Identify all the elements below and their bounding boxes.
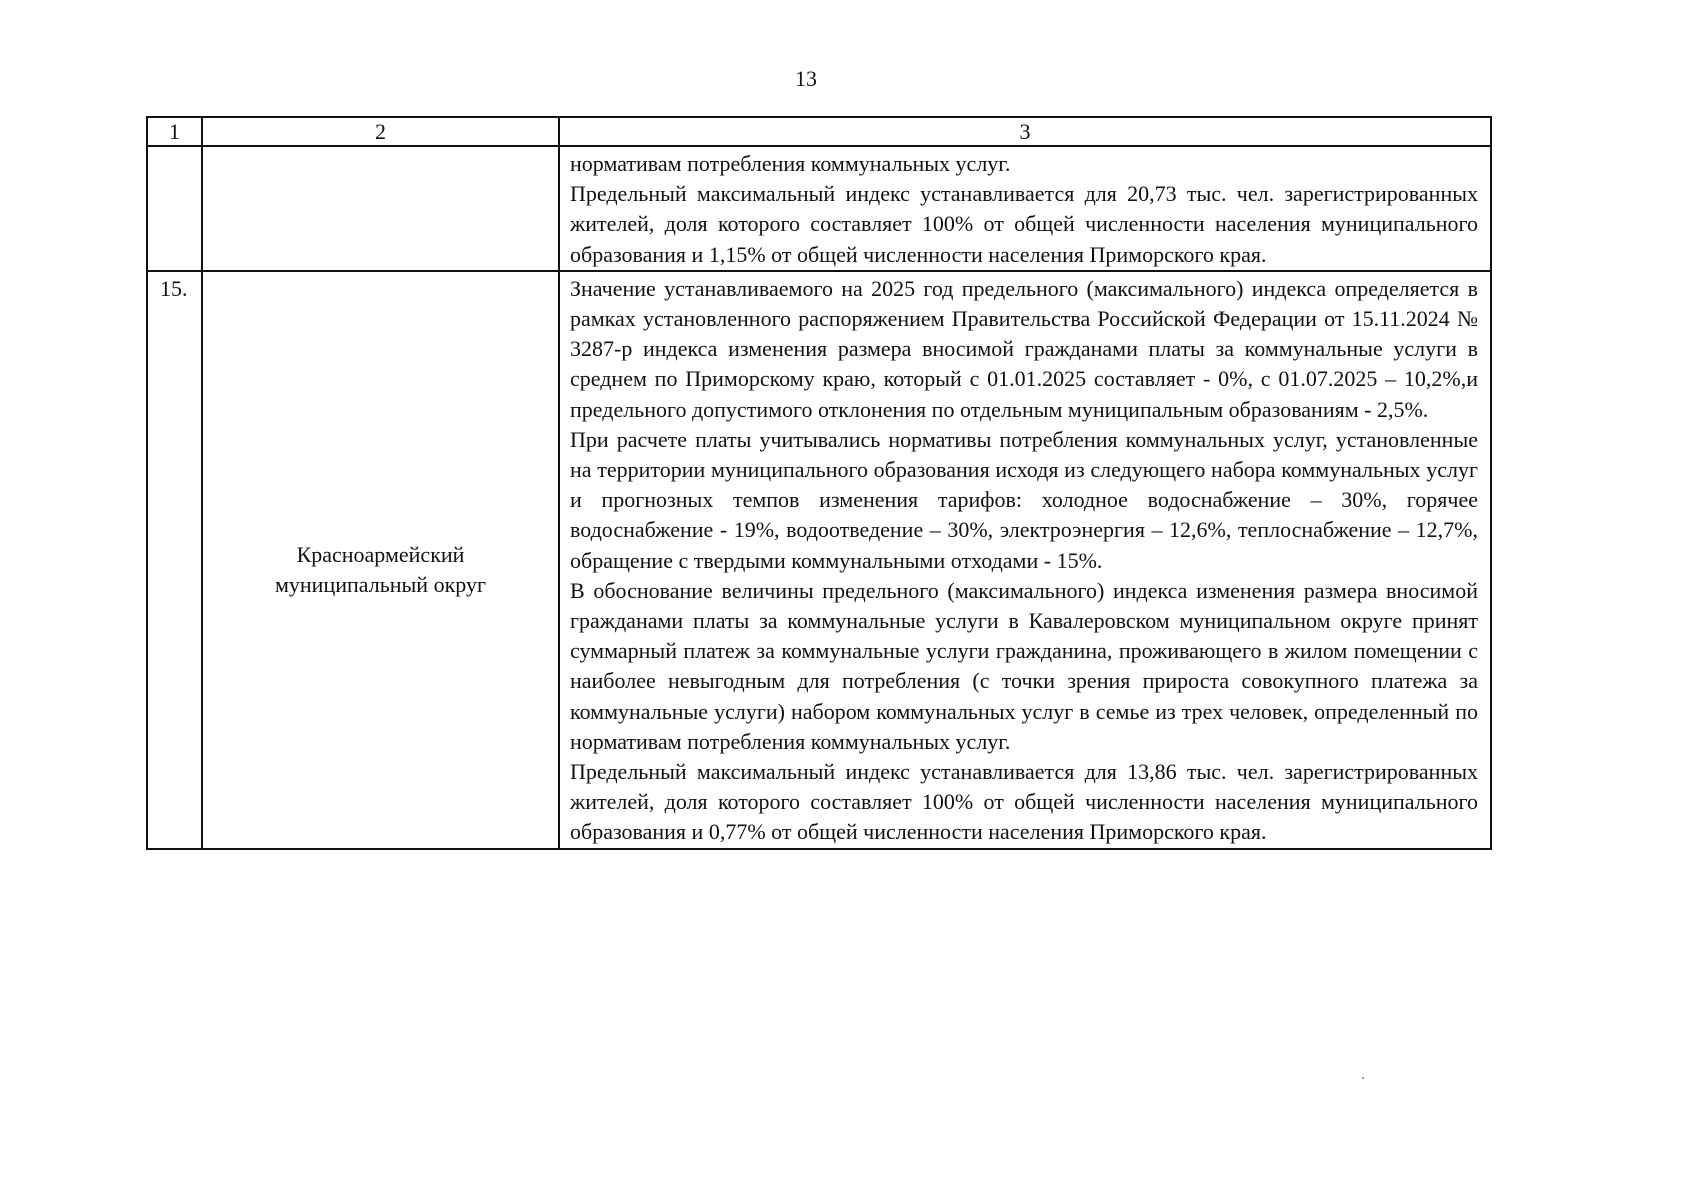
- page-number: 13: [795, 66, 817, 91]
- row-number-cell: [147, 146, 202, 271]
- municipality-name-line: муниципальный округ: [274, 571, 486, 597]
- description-cell: [559, 271, 1491, 849]
- column-header-1: 1: [147, 117, 202, 146]
- municipality-name-cell: [202, 271, 559, 849]
- paragraph: Предельный максимальный индекс устанавливается для 13,86 тыс. чел. зарегистрированных жителей, доля которого составляет 100% от общей численности населения муниципального образования и 0,77% от общей численности населения Приморского края.: [570, 759, 1478, 845]
- table-row: [147, 146, 1491, 271]
- table-row: [147, 271, 1491, 849]
- municipality-name-line: Красноармейский: [296, 541, 465, 567]
- municipal-index-table: [146, 116, 1492, 850]
- table-header-row: [147, 117, 1491, 146]
- paragraph: Предельный максимальный индекс устанавливается для 20,73 тыс. чел. зарегистрированных жителей, доля которого составляет 100% от общей численности населения муниципального образования и 1,15% от общей численности населения Приморского края.: [570, 181, 1478, 267]
- paragraph: нормативам потребления коммунальных услуг.: [570, 151, 1011, 176]
- paragraph: При расчете платы учитывались нормативы потребления коммунальных услуг, установленные на территории муниципального образования исходя из следующего набора коммунальных услуг и прогнозных темпов изменения тарифов: холодное водоснабжение – 30%, горячее водоснабжение - 19%, водоотведение – 30%, электроэнергия – 12,6%, теплоснабжение – 12,7%, обращение с твердыми коммунальными отходами - 15%.: [570, 426, 1478, 573]
- description-cell: [559, 146, 1491, 271]
- row-number-cell: 15.: [147, 271, 202, 849]
- paragraph: Значение устанавливаемого на 2025 год предельного (максимального) индекса определяется в рамках установленного распоряжением Правительства Российской Федерации от 15.11.2024 № 3287-р индекса изменения размера вносимой гражданами платы за коммунальные услуги в среднем по Приморскому краю, который с 01.01.2025 составляет - 0%, с 01.07.2025 – 10,2%,и предельного допустимого отклонения по отдельным муниципальным образованиям - 2,5%.: [570, 275, 1478, 422]
- column-header-3: 3: [559, 117, 1491, 146]
- column-header-2: 2: [202, 117, 559, 146]
- scan-speck: [1362, 1077, 1364, 1079]
- paragraph: В обоснование величины предельного (максимального) индекса изменения размера вносимой гражданами платы за коммунальные услуги в Кавалеровском муниципальном округе принят суммарный платеж за коммунальные услуги гражданина, проживающего в жилом помещении с наиболее невыгодным для потребления (с точки зрения прироста совокупного платежа за коммунальные услуги) набором коммунальных услуг в семье из трех человек, определенный по нормативам потребления коммунальных услуг.: [570, 577, 1478, 754]
- municipality-name-cell: [202, 146, 559, 271]
